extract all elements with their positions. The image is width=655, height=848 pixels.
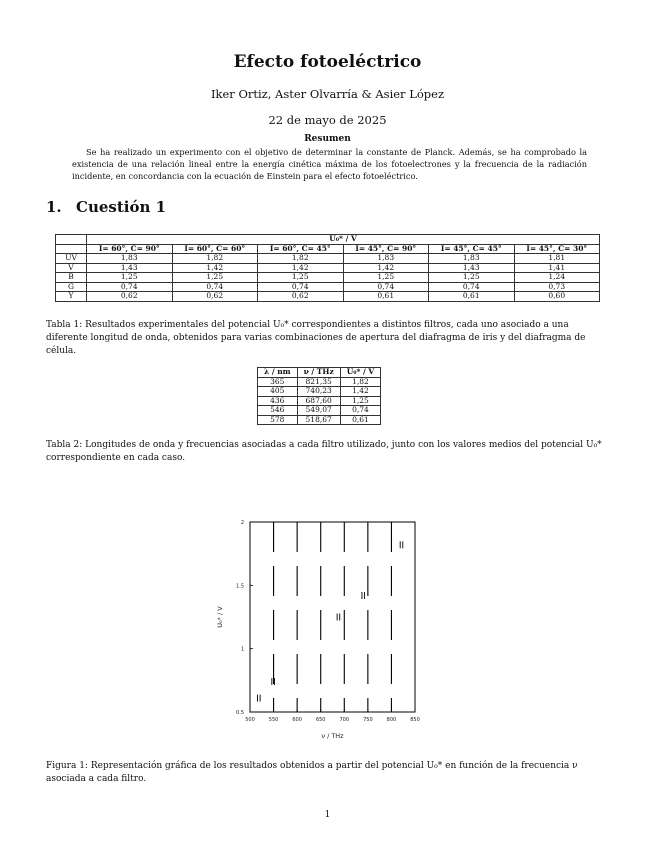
table-cell: 0,62 bbox=[172, 292, 258, 302]
section-number: 1. bbox=[46, 198, 62, 216]
table-1-col-header: I= 45°, C= 90° bbox=[343, 244, 429, 254]
table-cell: 1,42 bbox=[258, 263, 344, 273]
table-cell: 549,07 bbox=[297, 406, 340, 416]
table-cell: 405 bbox=[258, 387, 298, 397]
table-cell: 1,43 bbox=[429, 263, 515, 273]
table-cell: 1,82 bbox=[172, 254, 258, 264]
y-tick-label: 0.5 bbox=[236, 710, 244, 716]
section-heading bbox=[46, 198, 166, 216]
table-cell: 1,25 bbox=[343, 273, 429, 283]
table-row bbox=[258, 406, 381, 416]
table-1-corner bbox=[56, 235, 87, 245]
table-cell: 0,73 bbox=[514, 282, 600, 292]
table-2-col-header: U₀* / V bbox=[340, 368, 381, 378]
table-cell: 740,23 bbox=[297, 387, 340, 397]
y-tick-label: 2 bbox=[240, 520, 244, 526]
x-tick-label: 700 bbox=[339, 717, 350, 723]
table-cell: 546 bbox=[258, 406, 298, 416]
row-label: G bbox=[56, 282, 87, 292]
table-2 bbox=[257, 367, 381, 425]
x-tick-label: 750 bbox=[363, 717, 373, 723]
table-1 bbox=[55, 234, 600, 302]
row-label: V bbox=[56, 263, 87, 273]
table-cell: 0,74 bbox=[429, 282, 515, 292]
table-cell: 518,67 bbox=[297, 415, 340, 425]
row-label: Y bbox=[56, 292, 87, 302]
table-row bbox=[258, 387, 381, 397]
table-cell: 1,25 bbox=[172, 273, 258, 283]
table-1-group-header: U₀* / V bbox=[87, 235, 600, 245]
table-row bbox=[258, 415, 381, 425]
table-row bbox=[56, 292, 600, 302]
x-tick-label: 550 bbox=[268, 717, 279, 723]
table-1-caption: Tabla 1: Resultados experimentales del potencial U₀* correspondientes a distintos filtros, cada uno asociado a una diferente longitud de onda, obtenidos para varias combinaciones de apertura del diafragma de iris y del diafragma de célula. bbox=[46, 320, 586, 356]
table-1-col-header: I= 60°, C= 90° bbox=[87, 244, 173, 254]
table-row bbox=[56, 273, 600, 283]
table-1-col-header: I= 60°, C= 60° bbox=[172, 244, 258, 254]
table-cell: 1,83 bbox=[87, 254, 173, 264]
table-cell: 1,25 bbox=[258, 273, 344, 283]
table-cell: 0,61 bbox=[343, 292, 429, 302]
table-cell: 1,42 bbox=[343, 263, 429, 273]
table-cell: 687,60 bbox=[297, 396, 340, 406]
table-cell: 1,25 bbox=[429, 273, 515, 283]
table-1-col-header: I= 45°, C= 30° bbox=[514, 244, 600, 254]
table-row bbox=[56, 254, 600, 264]
table-cell: 0,74 bbox=[258, 282, 344, 292]
table-cell: 1,24 bbox=[514, 273, 600, 283]
y-tick-label: 1.5 bbox=[236, 583, 244, 590]
table-cell: 821,35 bbox=[297, 377, 340, 387]
table-cell: 0,61 bbox=[429, 292, 515, 302]
table-cell: 1,42 bbox=[172, 263, 258, 273]
figure-1-chart bbox=[195, 510, 455, 750]
table-1-col-header: I= 60°, C= 45° bbox=[258, 244, 344, 254]
x-tick-label: 600 bbox=[292, 717, 302, 723]
row-label: UV bbox=[56, 254, 87, 264]
y-axis-label: U₀* / V bbox=[216, 606, 224, 628]
paper-title: Efecto fotoeléctrico bbox=[233, 52, 422, 72]
abstract-text: Se ha realizado un experimento con el objetivo de determinar la constante de Planck. Además, se ha comprobado la existencia de una relación lineal entre la energía cinética máxima de los fotoelectrones y la frecuencia de la radiación incidente, en concordancia con la ecuación de Einstein para el efecto fotoeléctrico. bbox=[72, 147, 587, 181]
table-cell: 0,74 bbox=[340, 406, 381, 416]
x-tick-label: 800 bbox=[386, 717, 397, 723]
table-2-col-header: λ / nm bbox=[258, 368, 298, 378]
table-cell: 578 bbox=[258, 415, 298, 425]
table-cell: 1,41 bbox=[514, 263, 600, 273]
table-cell: 1,43 bbox=[87, 263, 173, 273]
figure-1-caption: Figura 1: Representación gráfica de los resultados obtenidos a partir del potencial U₀* en función de la frecuencia ν asociada a cada filtro. bbox=[46, 761, 578, 784]
x-tick-label: 500 bbox=[245, 717, 255, 723]
table-cell: 1,25 bbox=[87, 273, 173, 283]
table-cell: 1,83 bbox=[343, 254, 429, 264]
table-cell: 0,60 bbox=[514, 292, 600, 302]
page-number: 1 bbox=[324, 810, 331, 820]
date: 22 de mayo de 2025 bbox=[268, 113, 387, 127]
table-cell: 0,74 bbox=[87, 282, 173, 292]
table-2-col-header: ν / THz bbox=[297, 368, 340, 378]
table-1-col-header: I= 45°, C= 45° bbox=[429, 244, 515, 254]
table-2-caption: Tabla 2: Longitudes de onda y frecuencias asociadas a cada filtro utilizado, junto con los valores medios del potencial U₀* correspondiente en cada caso. bbox=[46, 440, 602, 463]
table-cell: 1,82 bbox=[258, 254, 344, 264]
table-cell: 0,61 bbox=[340, 415, 381, 425]
x-tick-label: 650 bbox=[315, 717, 326, 723]
y-tick-label: 1 bbox=[240, 646, 244, 653]
section-title: Cuestión 1 bbox=[76, 198, 167, 216]
authors: Iker Ortiz, Aster Olvarría & Asier López bbox=[210, 87, 444, 101]
table-cell: 1,81 bbox=[514, 254, 600, 264]
abstract-heading: Resumen bbox=[304, 134, 351, 144]
row-label: B bbox=[56, 273, 87, 283]
table-cell: 0,74 bbox=[343, 282, 429, 292]
table-cell: 436 bbox=[258, 396, 298, 406]
table-cell: 1,82 bbox=[340, 377, 381, 387]
table-cell: 0,74 bbox=[172, 282, 258, 292]
table-cell: 1,25 bbox=[340, 396, 381, 406]
table-cell: 1,83 bbox=[429, 254, 515, 264]
table-cell: 365 bbox=[258, 377, 298, 387]
table-cell: 0,62 bbox=[87, 292, 173, 302]
x-axis-label: ν / THz bbox=[321, 732, 344, 740]
table-cell: 1,42 bbox=[340, 387, 381, 397]
table-cell: 0,62 bbox=[258, 292, 344, 302]
x-tick-label: 850 bbox=[410, 717, 420, 723]
